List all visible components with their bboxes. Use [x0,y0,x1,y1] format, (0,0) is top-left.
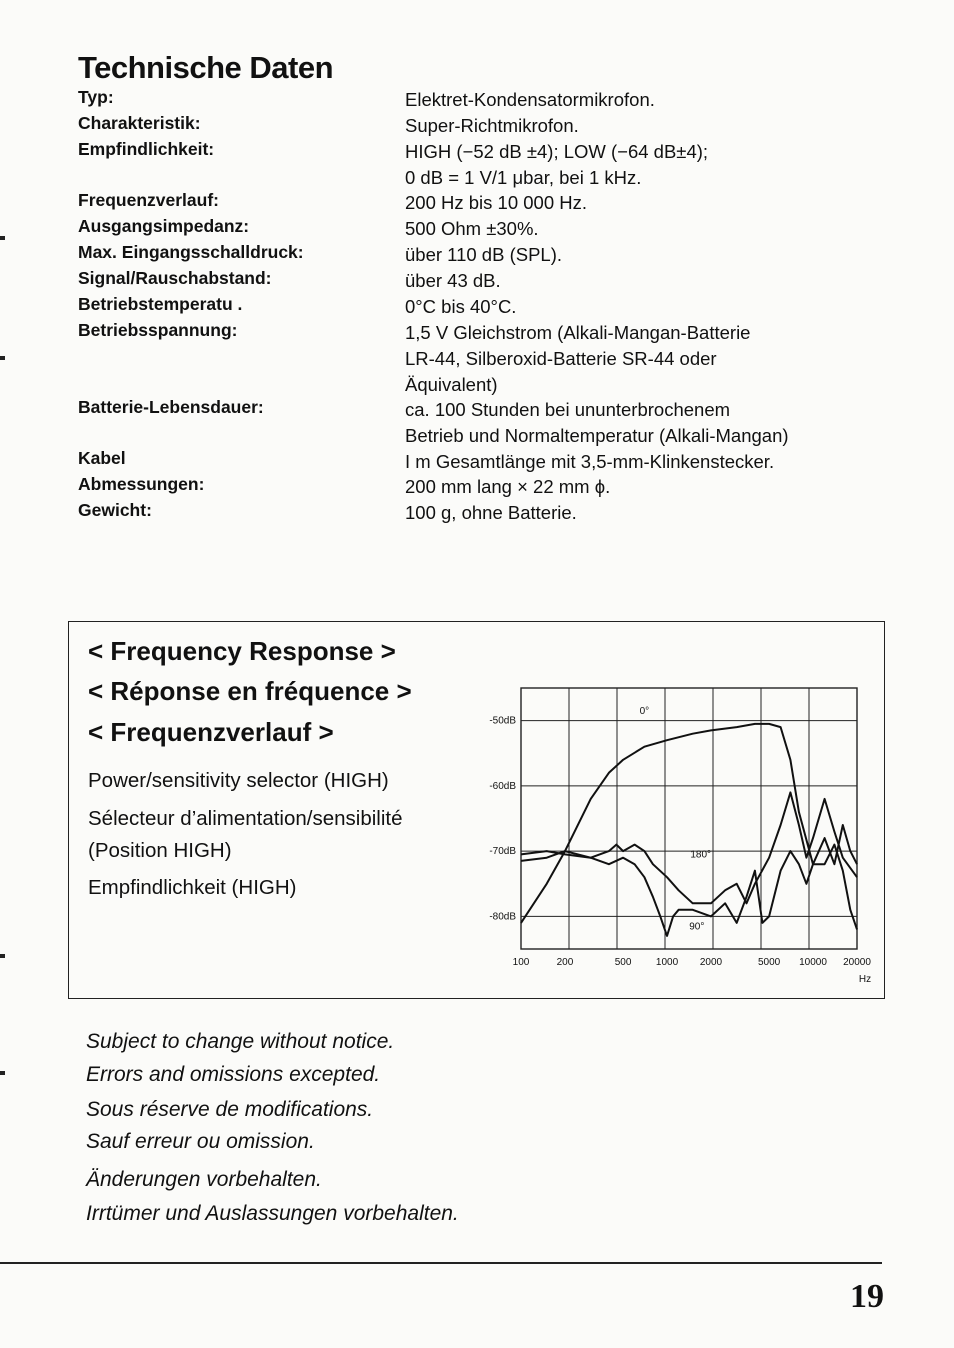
spec-label: Batterie-Lebensdauer: [78,397,264,417]
disclaimer-note: Sous réserve de modifications. [86,1098,374,1121]
spec-value: 500 Ohm ±30%. [405,218,539,239]
spec-label: Kabel [78,448,126,468]
disclaimer-note: Irrtümer und Auslassungen vorbehalten. [86,1202,459,1225]
x-axis-label: Hz [858,974,872,985]
y-tick-label: -80dB [489,911,516,923]
spec-label: Empfindlichkeit: [78,139,215,159]
footer-rule [0,1262,882,1264]
y-axis-ticks [489,716,516,923]
spec-label: Betriebstemperatu . [78,294,243,314]
spec-label: Max. Eingangsschalldruck: [78,242,304,262]
spec-label: Signal/Rauschabstand: [78,268,272,288]
page-number: 19 [850,1278,884,1315]
series-line [521,792,857,903]
series-label: 0° [639,706,650,718]
selector-description: Sélecteur d’alimentation/sensibilité [88,807,403,830]
chart-series [521,706,857,936]
scan-mark [0,1071,5,1075]
x-tick-label: 5000 [757,957,781,968]
spec-value: 200 mm lang × 22 mm ϕ. [405,476,611,497]
x-tick-label: 1000 [655,957,679,968]
spec-label: Typ: [78,87,114,107]
spec-value: über 43 dB. [405,270,501,291]
spec-value: 0 dB = 1 V/1 μbar, bei 1 kHz. [405,167,642,188]
y-tick-label: -50dB [489,715,516,727]
x-tick-label: 100 [512,957,530,968]
y-tick-label: -60dB [489,780,516,792]
disclaimer-note: Sauf erreur ou omission. [86,1130,315,1153]
spec-label: Abmessungen: [78,474,205,494]
series-line [521,724,857,923]
spec-value: HIGH (−52 dB ±4); LOW (−64 dB±4); [405,141,709,162]
scan-mark [0,356,5,360]
spec-value: 100 g, ohne Batterie. [405,502,577,523]
disclaimer-note: Errors and omissions excepted. [86,1063,381,1086]
y-tick-label: -70dB [489,846,516,858]
x-axis-ticks [513,957,872,968]
frequency-response-chart [460,676,880,988]
spec-value: 200 Hz bis 10 000 Hz. [405,192,588,213]
spec-value: LR-44, Silberoxid-Batterie SR-44 oder [405,348,717,369]
selector-description: Power/sensitivity selector (HIGH) [88,769,389,792]
scan-mark [0,236,5,240]
x-tick-label: 200 [556,957,574,968]
spec-value: I m Gesamtlänge mit 3,5-mm-Klinkenstecker. [405,451,775,472]
disclaimer-note: Subject to change without notice. [86,1030,395,1053]
spec-label: Frequenzverlauf: [78,190,219,210]
x-tick-label: 500 [614,957,632,968]
disclaimer-note: Änderungen vorbehalten. [86,1168,322,1191]
x-tick-label: 10000 [799,957,827,968]
scan-mark [0,954,5,958]
selector-description: Empfindlichkeit (HIGH) [88,876,297,899]
series-label: 180° [690,849,712,861]
spec-value: Betrieb und Normaltemperatur (Alkali-Mangan) [405,425,789,446]
spec-label: Gewicht: [78,500,152,520]
page-title: Technische Daten [78,50,334,85]
spec-value: Äquivalent) [405,374,498,395]
spec-label: Betriebsspannung: [78,320,238,340]
spec-value: Super-Richtmikrofon. [405,115,579,136]
spec-value: ca. 100 Stunden bei ununterbrochenem [405,399,731,420]
spec-label: Charakteristik: [78,113,201,133]
selector-description: (Position HIGH) [88,839,232,862]
spec-value: über 110 dB (SPL). [405,244,562,265]
x-tick-label: 20000 [843,957,871,968]
heading-frequency-response: < Frequency Response > [88,636,396,666]
spec-value: Elektret-Kondensatormikrofon. [405,89,655,110]
heading-reponse-en-frequence: < Réponse en fréquence > [88,676,412,706]
x-tick-label: 2000 [699,957,723,968]
spec-value: 0°C bis 40°C. [405,296,517,317]
spec-label: Ausgangsimpedanz: [78,216,250,236]
spec-value: 1,5 V Gleichstrom (Alkali-Mangan-Batterie [405,322,751,343]
heading-frequenzverlauf: < Frequenzverlauf > [88,717,334,747]
series-label: 90° [689,921,705,933]
